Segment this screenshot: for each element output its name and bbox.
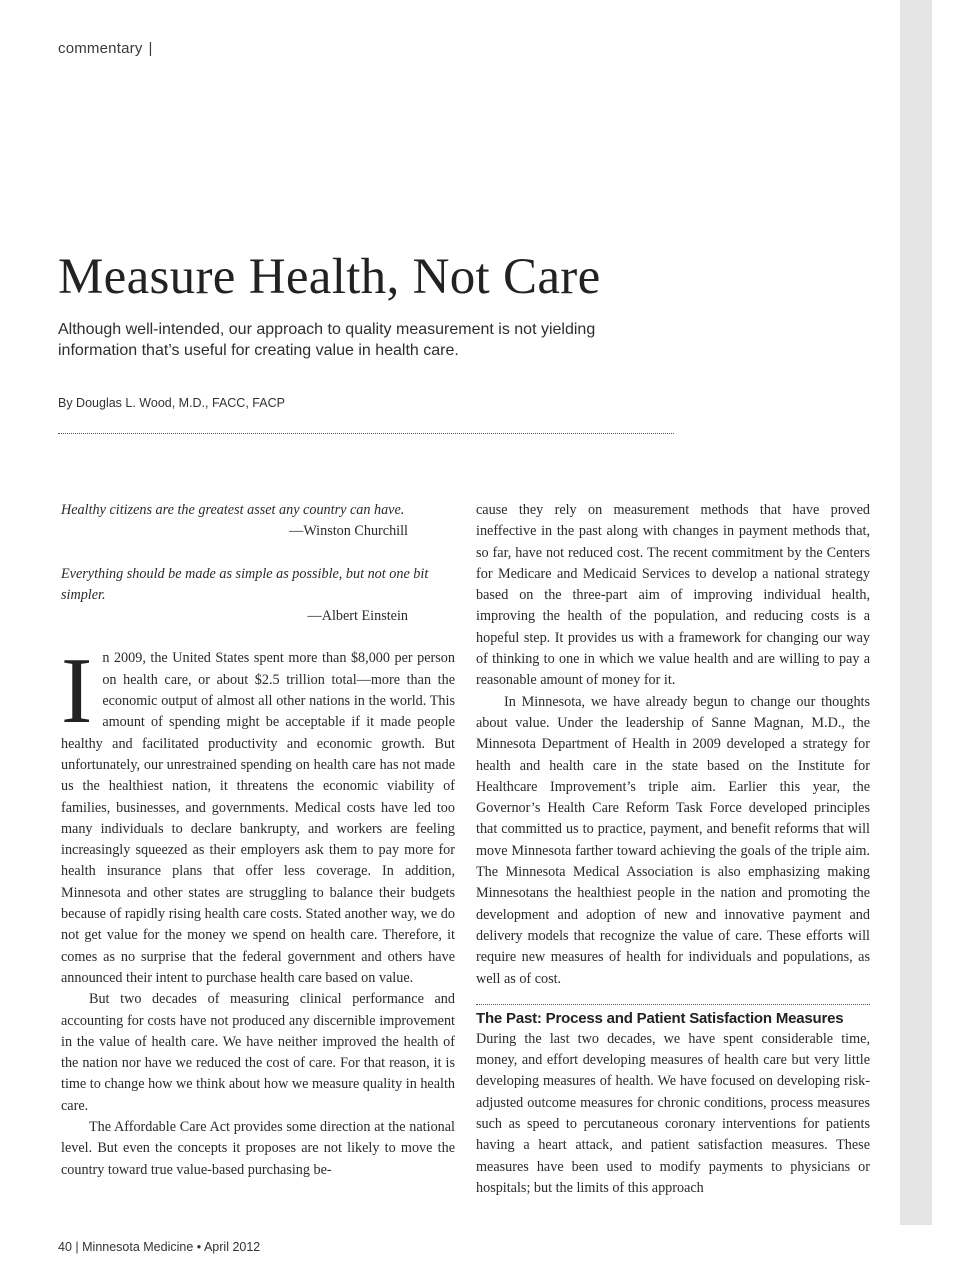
section-separator: | [148, 40, 153, 57]
section-name: commentary [58, 40, 143, 57]
epigraph-churchill [61, 500, 455, 543]
section-subhead: The Past: Process and Patient Satisfaction Measures [476, 1009, 844, 1027]
drop-cap: I [61, 639, 93, 744]
subhead-divider [476, 1004, 870, 1005]
body-paragraph: But two decades of measuring clinical performance and accounting for costs have not produced any discernible improvement in the value of health care. We have neither improved the health of the nation nor have we reduced the cost of care. For that reason, it is time to change how we think about how we measure quality in health care. [61, 991, 455, 1114]
body-paragraph: In Minnesota, we have already begun to change our thoughts about value. Under the leadership of Sanne Magnan, M.D., the Minnesota Department of Health in 2009 developed a strategy for health and health care in the state based on the Institute for Healthcare Improvement’s triple aim. Earlier this year, the Governor’s Health Care Reform Task Force developed principles that committed us to practice, payment, and benefit reforms that will move Minnesota farther toward achieving the goals of the triple aim. The Minnesota Medical Association is also emphasizing making Minnesotans the healthiest people in the nation and promoting the development and adoption of new and innovative payment and delivery models that recognize the value of care. These efforts will require new measures of health for individuals and populations, as well as of cost. [476, 693, 870, 987]
issue-date: April 2012 [203, 1240, 261, 1254]
epigraph-einstein [61, 564, 455, 628]
body-paragraph [61, 639, 455, 989]
right-column [476, 500, 870, 1199]
article-title: Measure Health, Not Care [58, 249, 601, 305]
epigraph-text: Everything should be made as simple as possible, but not one bit simpler. [61, 565, 429, 603]
body-paragraph: cause they rely on measurement methods that have proved ineffective in the past along with changes in payment methods that, so far, have not reduced cost. The recent commitment by the Centers for Medicare and Medicaid Services to develop a national strategy based on the three-part aim of improving individual health, improving the health of the population, and reducing costs is a hopeful step. It provides us with a framework for changing our way of thinking to one in which we value health and are willing to pay a reasonable amount of money for it. [476, 502, 870, 689]
article-deck: Although well-intended, our approach to quality measurement is not yielding information that’s useful for creating value in health care. [58, 321, 596, 359]
epigraph-text: Healthy citizens are the greatest asset any country can have. [61, 502, 405, 518]
page-number: 40 [58, 1240, 72, 1254]
epigraph-attribution: —Albert Einstein [307, 608, 408, 625]
page-footer [58, 1240, 260, 1254]
section-label [58, 40, 153, 57]
body-paragraph: During the last two decades, we have spent considerable time, money, and effort developing measures of health care but very little developing measures of health. We have focused on developing risk-adjusted outcome measures for chronic conditions, process measures such as speed to percutaneous coronary interventions for patients having a heart attack, and patient satisfaction measures. These measures have been used to modify payments to physicians or hospitals; but the limits of this approach [476, 1030, 870, 1196]
left-column [61, 500, 455, 1181]
side-strip [900, 0, 932, 1225]
publication-name: Minnesota Medicine [82, 1240, 194, 1254]
body-paragraph: The Affordable Care Act provides some direction at the national level. But even the concepts it proposes are not likely to move the country toward true value-based purchasing be- [61, 1119, 455, 1178]
article-byline: By Douglas L. Wood, M.D., FACC, FACP [58, 396, 285, 410]
epigraph-attribution: —Winston Churchill [289, 523, 408, 540]
footer-bullet: • [196, 1240, 202, 1254]
footer-separator: | [75, 1240, 79, 1254]
paragraph-text: n 2009, the United States spent more than $8,000 per person on health care, or about $2.5 trillion total—more than the economic output of almost all other nations in the world. This amount of spending might be acceptable if it made people healthy and facilitated productivity and economic growth. But unfortunately, our unrestrained spending on health care has not made us the healthiest nation, it threatens the economic viability of families, businesses, and governments. Medical costs have led too many individuals to declare bankrupty, and workers are feeling increasingly squeezed as their employers ask them to pay more for health insurance plans that offer less coverage. In addition, Minnesota and other states are struggling to balance their budgets because of rapidly rising health care costs. Stated another way, we do not get value for the money we spend on health care. Therefore, it comes as no surprise that the federal government and others have announced their intent to purchase health care based on value. [61, 650, 455, 986]
header-divider [58, 433, 674, 434]
